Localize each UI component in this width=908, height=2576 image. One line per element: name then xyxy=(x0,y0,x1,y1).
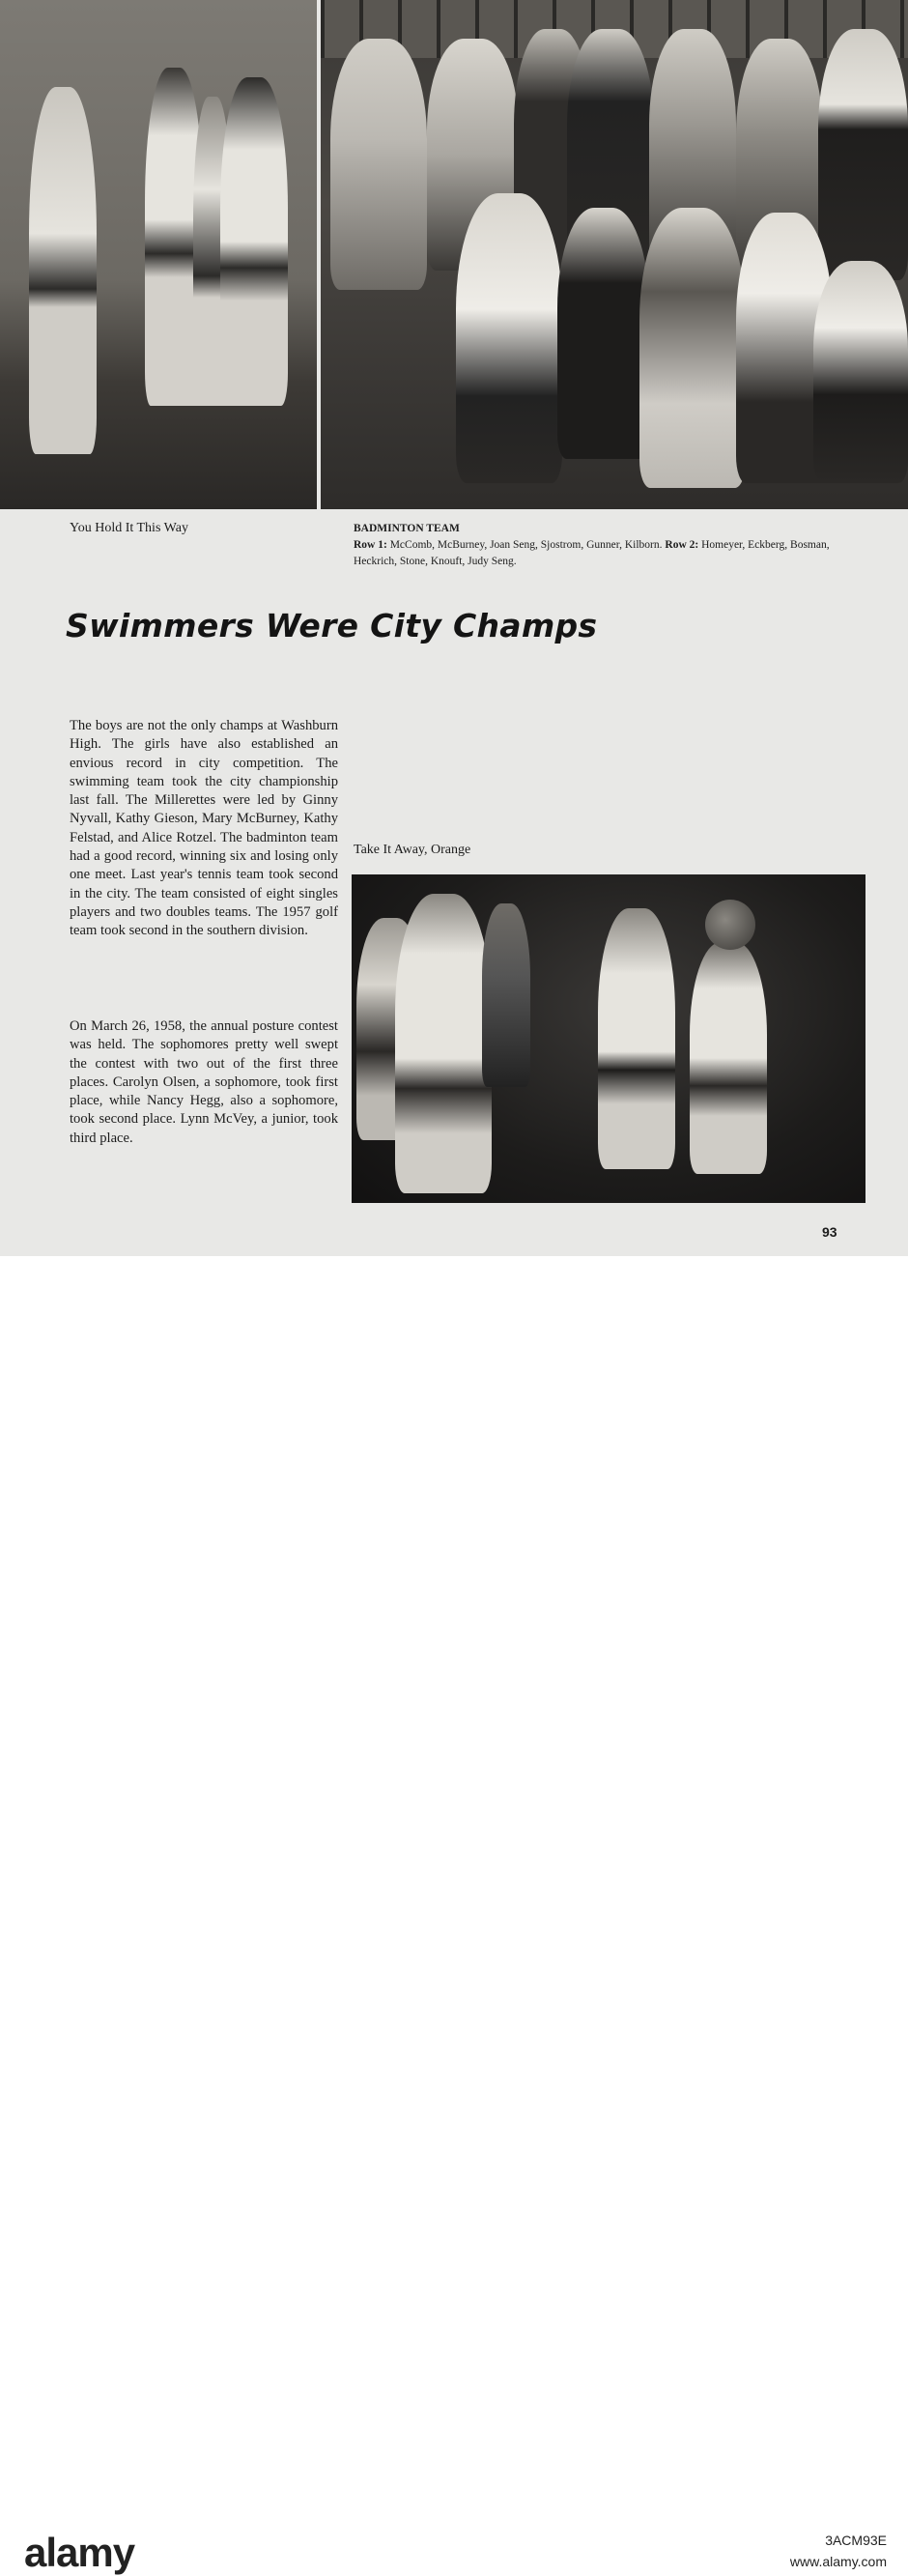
article-title: Swimmers Were City Champs xyxy=(66,607,598,644)
caption-bottom-photo: Take It Away, Orange xyxy=(354,843,471,857)
page-number: 93 xyxy=(822,1224,837,1240)
basketball xyxy=(705,900,755,950)
row2-names: Homeyer, Eckberg, Bosman, Heckrich, Stone, Knouft, Judy Seng. xyxy=(354,539,830,567)
row2-label: Row 2: xyxy=(665,539,699,551)
yearbook-page xyxy=(0,0,908,1256)
photo-badminton-demo xyxy=(0,0,317,509)
body-paragraph-1: The boys are not the only champs at Washburn High. The girls have also established an envious record in city competition. The swimming team took the city championship last fall. The Millerettes were led by Ginny Nyvall, Kathy Gieson, Mary McBurney, Kathy Felstad, and Alice Rotzel. The badminton team had a good record, winning six and losing only one meet. Last year's tennis team took second in the city. The team consisted of eight singles players and two doubles teams. The 1957 golf team took second in the southern division. xyxy=(70,718,338,939)
caption-badminton-team xyxy=(354,521,844,570)
row1-label: Row 1: xyxy=(354,539,387,551)
watermark-footer xyxy=(0,1256,908,2575)
caption-left-photo: You Hold It This Way xyxy=(70,521,188,535)
watermark-logo: alamy xyxy=(24,2530,135,2575)
team-heading: BADMINTON TEAM xyxy=(354,523,460,534)
photo-basketball xyxy=(352,874,865,1203)
body-paragraph-2: On March 26, 1958, the annual posture contest was held. The sophomores pretty well swept the contest with two out of the first three places. Carolyn Olsen, a sophomore, took first place, while Nancy Hegg, also a sophomore, took second place. Lynn McVey, a junior, took third place. xyxy=(70,1018,338,1146)
photo-badminton-team xyxy=(321,0,908,509)
watermark-code: 3ACM93E www.alamy.com xyxy=(789,2533,887,2569)
team-roster xyxy=(354,537,844,570)
row1-names: McComb, McBurney, Joan Seng, Sjostrom, Gunner, Kilborn. xyxy=(386,539,666,551)
